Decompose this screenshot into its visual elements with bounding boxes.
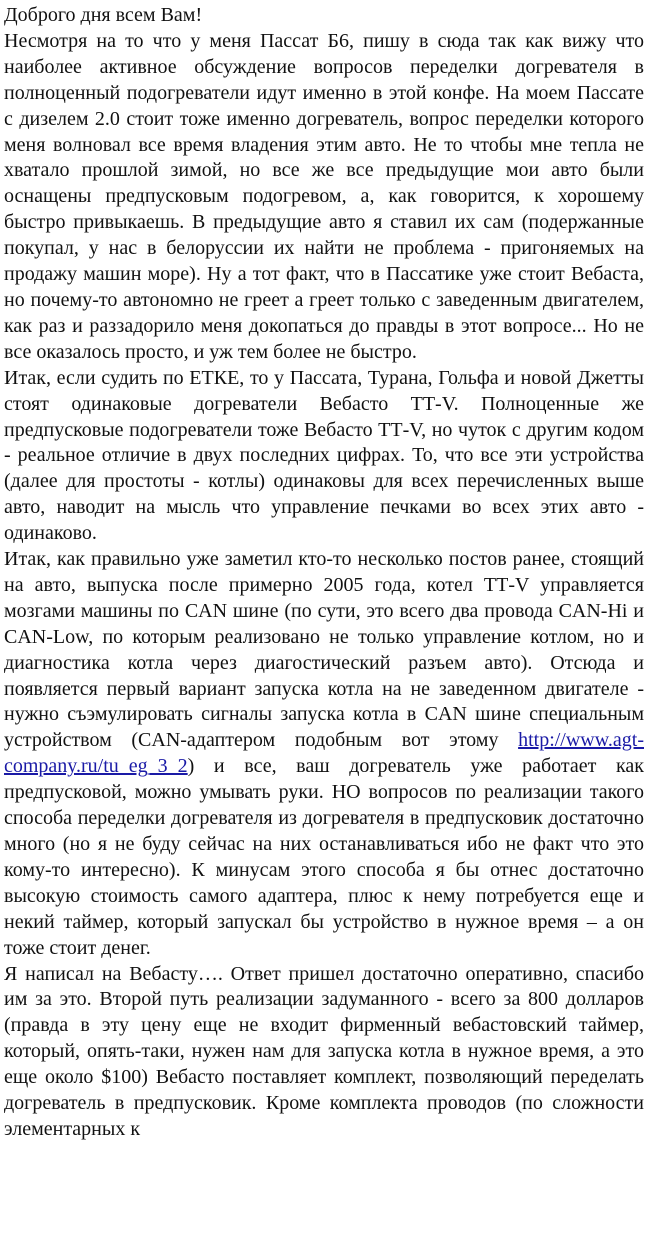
paragraph-can-bus	[4, 547, 644, 962]
paragraph-webasto-reply: Я написал на Вебасту…. Ответ пришел достаточно оперативно, спасибо им за это. Второй путь реализации задуманного - всего за 800 долларов (правда в эту цену еще не входит фирменный вебастовский таймер, который, опять-таки, нужен нам для запуска котла в нужное время, а это еще около $100) Вебасто поставляет комплект, позволяющий переделать догреватель в предпусковик. Кроме комплекта проводов (по сложности элементарных к	[4, 962, 644, 1140]
greeting-line: Доброго дня всем Вам!	[4, 4, 203, 26]
paragraph-can-bus-text-before: Итак, как правильно уже заметил кто-то несколько постов ранее, стоящий на авто, выпуска после примерно 2005 года, котел ТТ-V управляется мозгами машины по CAN шине (по сути, это всего два провода CAN-Hi и CAN-Low, по которым реализовано не только управление котлом, но и диагностика котла через диагостический разъем авто). Отсюда и появляется первый вариант запуска котла на не заведенном двигателе - нужно съэмулировать сигналы запуска котла в CAN шине специальным устройством (CAN-адаптером подобным вот этому	[4, 548, 644, 752]
agt-company-link[interactable]: http://www.agt-company.ru/tu_eg_3_2	[4, 729, 644, 778]
paragraph-intro: Несмотря на то что у меня Пассат Б6, пишу в сюда так как вижу что наиболее активное обсуждение вопросов переделки догревателя в полноценный подогреватели идут именно в этой конфе. На моем Пассате с дизелем 2.0 стоит тоже именно догреватель, вопрос переделки которого меня волновал все время владения этим авто. Не то чтобы мне тепла не хватало прошлой зимой, но все же все предыдущие мои авто были оснащены предпусковым подогревом, а, как говорится, к хорошему быстро привыкаешь. В предыдущие авто я ставил их сам (подержанные покупал, у нас в белоруссии их найти не проблема - пригоняемых на продажу машин море). Ну а тот факт, что в Пассатике уже стоит Вебаста, но почему-то автономно не греет а греет только с заведенным двигателем, как раз и раззадорило меня докопаться до правды в этот вопросе... Но не все оказалось просто, и уж тем более не быстро.	[4, 29, 644, 363]
paragraph-etka: Итак, если судить по ЕТКЕ, то у Пассата, Турана, Гольфа и новой Джетты стоят одинаковые догреватели Вебасто ТТ-V. Полноценные же предпусковые подогреватели тоже Вебасто ТТ-V, но чуток с другим кодом - реальное отличие в двух последних цифрах. То, что все эти устройства (далее для простоты - котлы) одинаковы для всех перечисленных выше авто, наводит на мысль что управление печками во всех этих авто - одинаково.	[4, 366, 644, 545]
paragraph-can-bus-text-after: ) и все, ваш догреватель уже работает как предпусковой, можно умывать руки. НО вопросов по реализации такого способа переделки догревателя из догревателя в предпусковик достаточно много (но я не буду сейчас на них останавливаться ибо не факт что это кому-то интересно). К минусам этого способа я бы отнес достаточно высокую стоимость самого адаптера, плюс к нему потребуется еще и некий таймер, который запускал бы устройство в нужное время – а он тоже стоит денег.	[4, 755, 644, 959]
